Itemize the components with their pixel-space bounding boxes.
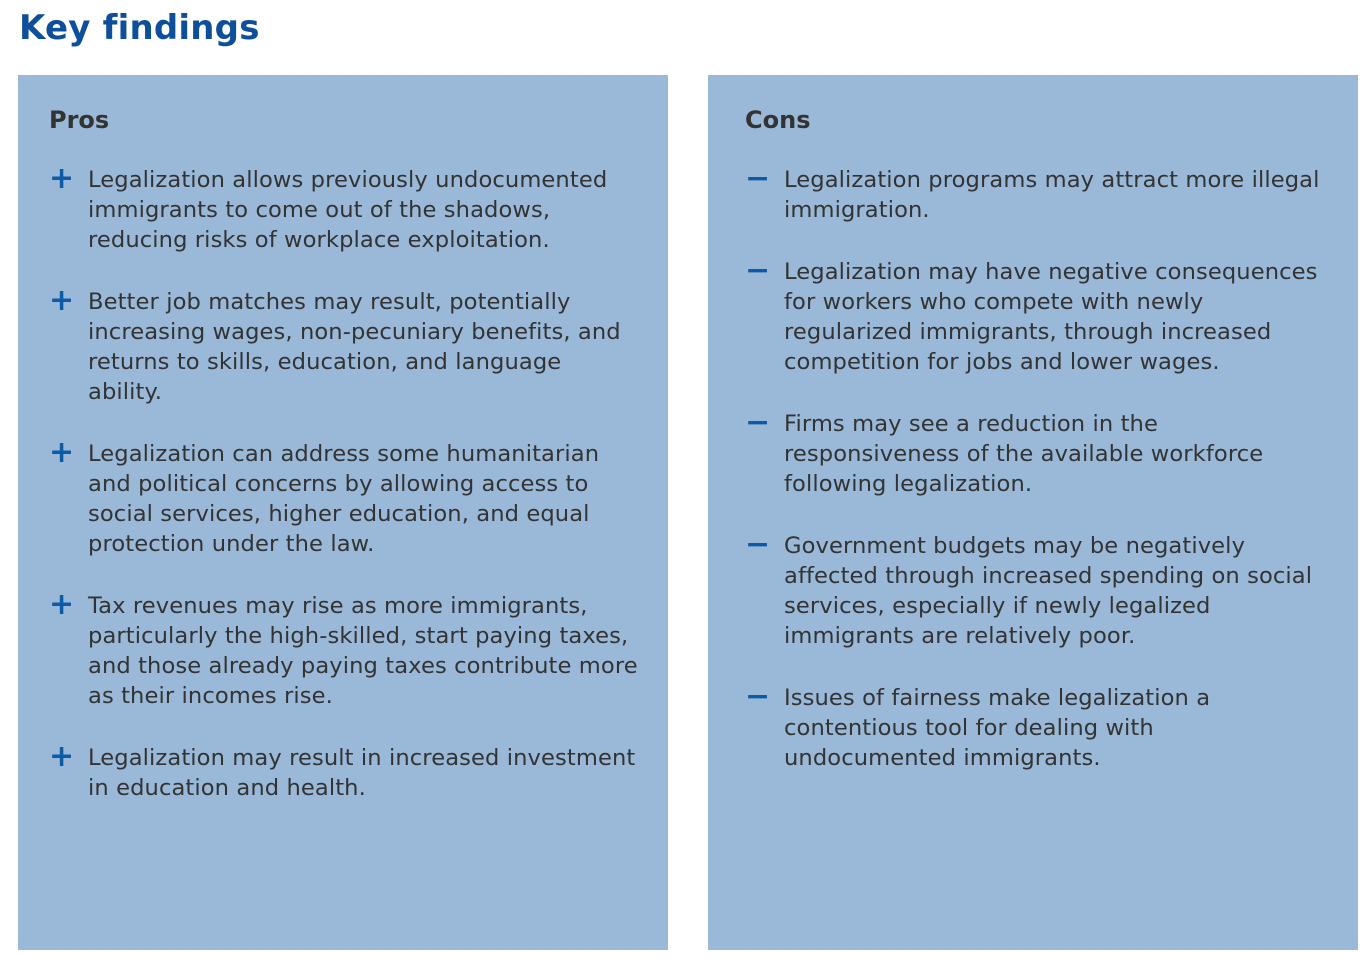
pros-item (49, 283, 638, 407)
pros-panel (18, 75, 668, 950)
minus-icon: − (745, 405, 771, 440)
cons-item (745, 161, 1328, 225)
pros-item (49, 161, 638, 255)
plus-icon: + (49, 435, 75, 470)
pros-item (49, 739, 638, 803)
plus-icon: + (49, 739, 75, 774)
pros-item-text: Tax revenues may rise as more immigrants, particularly the high-skilled, start paying taxes, and those already paying taxes contribute more as their incomes rise. (88, 593, 638, 709)
page-title: Key findings (19, 8, 260, 48)
cons-item-text: Issues of fairness make legalization a contentious tool for dealing with undocumented immigrants. (784, 685, 1211, 771)
cons-item-text: Government budgets may be negatively affected through increased spending on social services, especially if newly legalized immigrants are relatively poor. (784, 533, 1313, 649)
plus-icon: + (49, 283, 75, 318)
minus-icon: − (745, 161, 771, 196)
pros-item-text: Legalization allows previously undocumented immigrants to come out of the shadows, reducing risks of workplace exploitation. (88, 167, 608, 253)
pros-item-text: Legalization may result in increased investment in education and health. (88, 745, 636, 801)
cons-list (745, 161, 1328, 773)
cons-heading: Cons (745, 106, 811, 134)
plus-icon: + (49, 161, 75, 196)
pros-list (49, 161, 638, 803)
cons-item-text: Legalization programs may attract more illegal immigration. (784, 167, 1320, 223)
minus-icon: − (745, 679, 771, 714)
cons-item (745, 253, 1328, 377)
cons-panel (708, 75, 1358, 950)
cons-item-text: Legalization may have negative consequences for workers who compete with newly regularized immigrants, through increased competition for jobs and lower wages. (784, 259, 1318, 375)
pros-item (49, 435, 638, 559)
cons-item (745, 679, 1328, 773)
pros-item-text: Legalization can address some humanitarian and political concerns by allowing access to social services, higher education, and equal protection under the law. (88, 441, 600, 557)
minus-icon: − (745, 253, 771, 288)
pros-item-text: Better job matches may result, potentially increasing wages, non-pecuniary benefits, and returns to skills, education, and language ability. (88, 289, 621, 405)
cons-item (745, 405, 1328, 499)
cons-item (745, 527, 1328, 651)
pros-heading: Pros (49, 106, 110, 134)
minus-icon: − (745, 527, 771, 562)
plus-icon: + (49, 587, 75, 622)
cons-item-text: Firms may see a reduction in the responsiveness of the available workforce following legalization. (784, 411, 1264, 497)
pros-item (49, 587, 638, 711)
